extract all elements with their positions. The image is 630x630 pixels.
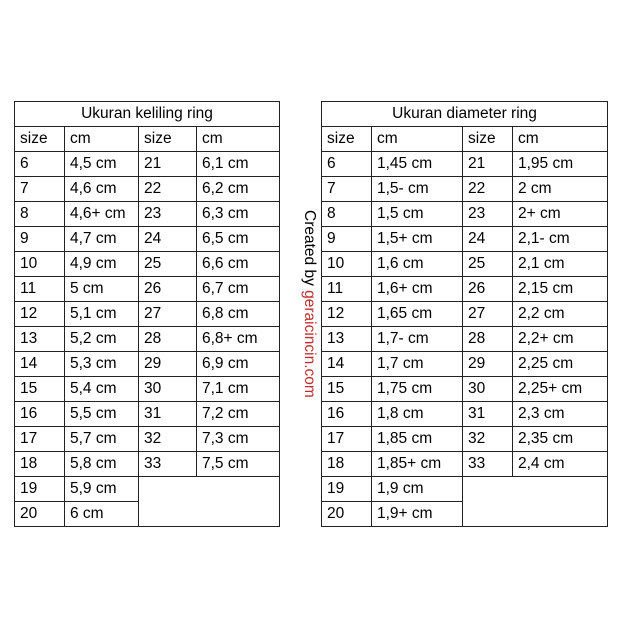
size-cell: 12 xyxy=(15,302,65,327)
cm-cell: 1,85 cm xyxy=(372,427,463,452)
cm-cell: 6,8 cm xyxy=(197,302,280,327)
size-cell: 25 xyxy=(463,252,513,277)
cm-cell: 1,8 cm xyxy=(372,402,463,427)
size-cell: 18 xyxy=(15,452,65,477)
table-row xyxy=(15,377,280,402)
size-cell: 11 xyxy=(15,277,65,302)
size-cell: 22 xyxy=(139,177,197,202)
cm-cell: 2,2 cm xyxy=(513,302,608,327)
size-cell: 17 xyxy=(15,427,65,452)
size-cell: 13 xyxy=(15,327,65,352)
table-row xyxy=(15,427,280,452)
table-row xyxy=(322,377,608,402)
cm-cell: 1,9+ cm xyxy=(372,502,463,527)
size-cell: 22 xyxy=(463,177,513,202)
cm-cell: 6,5 cm xyxy=(197,227,280,252)
size-cell: 25 xyxy=(139,252,197,277)
cm-cell: 1,6+ cm xyxy=(372,277,463,302)
table-row xyxy=(15,177,280,202)
keliling-header-cm: cm xyxy=(197,127,280,152)
size-cell: 30 xyxy=(139,377,197,402)
table-row xyxy=(15,352,280,377)
size-cell: 32 xyxy=(139,427,197,452)
size-cell: 15 xyxy=(322,377,372,402)
cm-cell: 6,3 cm xyxy=(197,202,280,227)
size-cell: 20 xyxy=(322,502,372,527)
table-row xyxy=(322,252,608,277)
size-cell: 27 xyxy=(139,302,197,327)
cm-cell: 2,25+ cm xyxy=(513,377,608,402)
cm-cell: 4,7 cm xyxy=(65,227,139,252)
size-cell: 32 xyxy=(463,427,513,452)
size-cell: 10 xyxy=(15,252,65,277)
size-cell: 21 xyxy=(463,152,513,177)
table-row xyxy=(15,327,280,352)
size-cell: 19 xyxy=(322,477,372,502)
keliling-title: Ukuran keliling ring xyxy=(15,102,280,127)
table-row xyxy=(322,177,608,202)
credit-text xyxy=(300,210,318,398)
table-row xyxy=(322,427,608,452)
empty-cell xyxy=(139,477,280,527)
cm-cell: 2,3 cm xyxy=(513,402,608,427)
size-cell: 26 xyxy=(139,277,197,302)
table-row xyxy=(322,152,608,177)
credit-prefix: Created by xyxy=(301,210,318,291)
size-cell: 16 xyxy=(15,402,65,427)
size-cell: 10 xyxy=(322,252,372,277)
cm-cell: 4,6+ cm xyxy=(65,202,139,227)
keliling-header-size: size xyxy=(139,127,197,152)
size-cell: 7 xyxy=(322,177,372,202)
size-cell: 18 xyxy=(322,452,372,477)
table-row xyxy=(322,202,608,227)
table-row xyxy=(15,202,280,227)
table-row xyxy=(322,477,608,502)
table-row xyxy=(322,402,608,427)
cm-cell: 5,1 cm xyxy=(65,302,139,327)
cm-cell: 2,2+ cm xyxy=(513,327,608,352)
empty-cell xyxy=(463,477,608,527)
size-cell: 12 xyxy=(322,302,372,327)
cm-cell: 6 cm xyxy=(65,502,139,527)
cm-cell: 7,1 cm xyxy=(197,377,280,402)
keliling-header-cm: cm xyxy=(65,127,139,152)
size-cell: 11 xyxy=(322,277,372,302)
cm-cell: 1,75 cm xyxy=(372,377,463,402)
size-cell: 26 xyxy=(463,277,513,302)
cm-cell: 1,95 cm xyxy=(513,152,608,177)
table-row xyxy=(15,252,280,277)
size-cell: 24 xyxy=(139,227,197,252)
cm-cell: 2,15 cm xyxy=(513,277,608,302)
cm-cell: 2,35 cm xyxy=(513,427,608,452)
size-cell: 17 xyxy=(322,427,372,452)
diameter-header-size: size xyxy=(463,127,513,152)
size-cell: 28 xyxy=(463,327,513,352)
size-cell: 31 xyxy=(463,402,513,427)
cm-cell: 1,7- cm xyxy=(372,327,463,352)
size-cell: 9 xyxy=(15,227,65,252)
keliling-header-size: size xyxy=(15,127,65,152)
table-row xyxy=(15,277,280,302)
size-cell: 14 xyxy=(322,352,372,377)
size-cell: 16 xyxy=(322,402,372,427)
cm-cell: 4,9 cm xyxy=(65,252,139,277)
cm-cell: 1,9 cm xyxy=(372,477,463,502)
cm-cell: 1,7 cm xyxy=(372,352,463,377)
cm-cell: 7,3 cm xyxy=(197,427,280,452)
size-cell: 31 xyxy=(139,402,197,427)
cm-cell: 2 cm xyxy=(513,177,608,202)
size-cell: 23 xyxy=(463,202,513,227)
diameter-header-cm: cm xyxy=(513,127,608,152)
cm-cell: 1,5 cm xyxy=(372,202,463,227)
keliling-table xyxy=(14,101,280,527)
size-cell: 13 xyxy=(322,327,372,352)
cm-cell: 5,5 cm xyxy=(65,402,139,427)
size-cell: 33 xyxy=(463,452,513,477)
cm-cell: 5,9 cm xyxy=(65,477,139,502)
cm-cell: 6,9 cm xyxy=(197,352,280,377)
cm-cell: 7,5 cm xyxy=(197,452,280,477)
table-row xyxy=(15,152,280,177)
size-cell: 6 xyxy=(15,152,65,177)
cm-cell: 6,1 cm xyxy=(197,152,280,177)
table-row xyxy=(322,227,608,252)
size-cell: 20 xyxy=(15,502,65,527)
cm-cell: 1,85+ cm xyxy=(372,452,463,477)
size-cell: 27 xyxy=(463,302,513,327)
diameter-title: Ukuran diameter ring xyxy=(322,102,608,127)
cm-cell: 2,1 cm xyxy=(513,252,608,277)
size-cell: 14 xyxy=(15,352,65,377)
table-row xyxy=(15,452,280,477)
cm-cell: 1,65 cm xyxy=(372,302,463,327)
cm-cell: 1,5+ cm xyxy=(372,227,463,252)
size-cell: 29 xyxy=(463,352,513,377)
table-row xyxy=(322,327,608,352)
size-cell: 33 xyxy=(139,452,197,477)
cm-cell: 5,7 cm xyxy=(65,427,139,452)
size-cell: 29 xyxy=(139,352,197,377)
size-cell: 30 xyxy=(463,377,513,402)
size-cell: 23 xyxy=(139,202,197,227)
cm-cell: 2,4 cm xyxy=(513,452,608,477)
cm-cell: 6,2 cm xyxy=(197,177,280,202)
size-cell: 8 xyxy=(322,202,372,227)
diameter-header-size: size xyxy=(322,127,372,152)
cm-cell: 1,45 cm xyxy=(372,152,463,177)
table-row xyxy=(15,402,280,427)
size-cell: 28 xyxy=(139,327,197,352)
cm-cell: 5,8 cm xyxy=(65,452,139,477)
table-row xyxy=(15,227,280,252)
credit-site: geraicincin.com xyxy=(301,290,318,398)
size-cell: 9 xyxy=(322,227,372,252)
cm-cell: 6,6 cm xyxy=(197,252,280,277)
cm-cell: 6,8+ cm xyxy=(197,327,280,352)
diameter-table xyxy=(321,101,608,527)
size-cell: 24 xyxy=(463,227,513,252)
table-row xyxy=(322,302,608,327)
cm-cell: 2,1- cm xyxy=(513,227,608,252)
cm-cell: 6,7 cm xyxy=(197,277,280,302)
cm-cell: 7,2 cm xyxy=(197,402,280,427)
cm-cell: 5,4 cm xyxy=(65,377,139,402)
cm-cell: 5,3 cm xyxy=(65,352,139,377)
size-cell: 6 xyxy=(322,152,372,177)
table-row xyxy=(322,277,608,302)
size-cell: 21 xyxy=(139,152,197,177)
cm-cell: 4,5 cm xyxy=(65,152,139,177)
size-cell: 15 xyxy=(15,377,65,402)
size-cell: 19 xyxy=(15,477,65,502)
table-row xyxy=(322,352,608,377)
table-row xyxy=(15,302,280,327)
cm-cell: 1,6 cm xyxy=(372,252,463,277)
diameter-header-cm: cm xyxy=(372,127,463,152)
table-row xyxy=(322,452,608,477)
table-row xyxy=(15,477,280,502)
cm-cell: 1,5- cm xyxy=(372,177,463,202)
size-cell: 8 xyxy=(15,202,65,227)
cm-cell: 2,25 cm xyxy=(513,352,608,377)
cm-cell: 4,6 cm xyxy=(65,177,139,202)
size-cell: 7 xyxy=(15,177,65,202)
cm-cell: 5 cm xyxy=(65,277,139,302)
cm-cell: 5,2 cm xyxy=(65,327,139,352)
cm-cell: 2+ cm xyxy=(513,202,608,227)
